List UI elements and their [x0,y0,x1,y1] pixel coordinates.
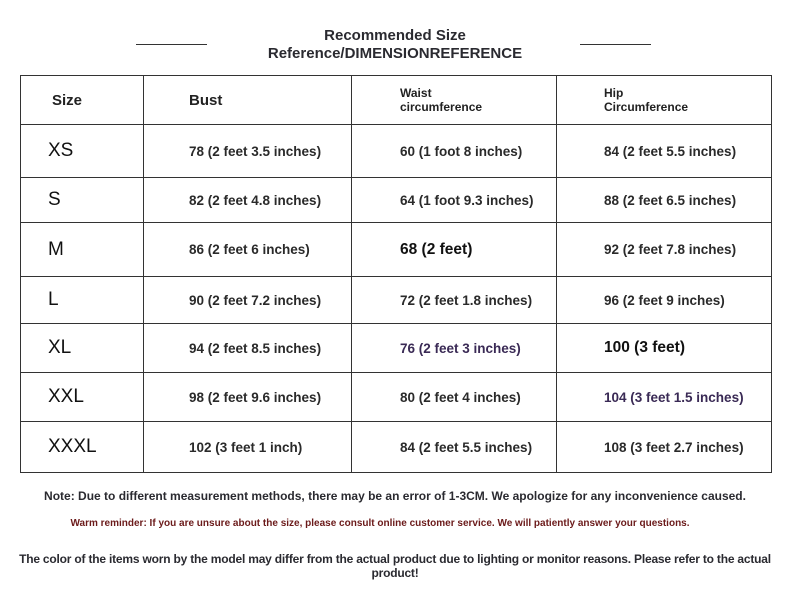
waist-cell: 76 (2 feet 3 inches) [352,324,557,373]
hip-cell: 92 (2 feet 7.8 inches) [557,223,772,277]
bust-cell: 90 (2 feet 7.2 inches) [144,277,352,324]
size-cell: XS [21,125,144,178]
header-waist-line-2: circumference [400,100,483,114]
hip-cell: 100 (3 feet) [557,324,772,373]
waist-cell: 80 (2 feet 4 inches) [352,373,557,422]
title-line-1: Recommended Size [324,27,466,44]
header-hip-line-1: Hip [604,86,624,100]
header-waist [352,76,557,125]
hip-cell: 104 (3 feet 1.5 inches) [557,373,772,422]
table-row [21,178,772,223]
waist-cell: 60 (1 foot 8 inches) [352,125,557,178]
bust-cell: 82 (2 feet 4.8 inches) [144,178,352,223]
measurement-note: Note: Due to different measurement methods, there may be an error of 1-3CM. We apologize for any inconvenience caused. [44,489,746,503]
header-size: Size [21,76,144,125]
bust-cell: 86 (2 feet 6 inches) [144,223,352,277]
size-cell: XXXL [21,422,144,473]
hip-cell: 96 (2 feet 9 inches) [557,277,772,324]
header-waist-line-1: Waist [400,86,432,100]
size-cell: S [21,178,144,223]
hip-cell: 108 (3 feet 2.7 inches) [557,422,772,473]
bust-cell: 94 (2 feet 8.5 inches) [144,324,352,373]
table-row [21,324,772,373]
size-cell: XXL [21,373,144,422]
page-title [0,27,790,63]
size-cell: XL [21,324,144,373]
hip-cell: 84 (2 feet 5.5 inches) [557,125,772,178]
title-line-2: Reference/DIMENSIONREFERENCE [267,45,523,62]
waist-cell: 72 (2 feet 1.8 inches) [352,277,557,324]
header-hip-line-2: Circumference [604,100,689,114]
waist-cell: 64 (1 foot 9.3 inches) [352,178,557,223]
size-cell: L [21,277,144,324]
color-disclaimer: The color of the items worn by the model may differ from the actual product due to lighting or monitor reasons. Please refer to the actual product! [19,552,771,580]
size-cell: M [21,223,144,277]
table-row [21,422,772,473]
title-divider-left [136,44,207,45]
warm-reminder: Warm reminder: If you are unsure about the size, please consult online customer service. We will patiently answer your questions. [70,518,690,529]
hip-cell: 88 (2 feet 6.5 inches) [557,178,772,223]
header-bust: Bust [144,76,352,125]
bust-cell: 102 (3 feet 1 inch) [144,422,352,473]
table-row [21,277,772,324]
table-row [21,125,772,178]
bust-cell: 98 (2 feet 9.6 inches) [144,373,352,422]
table-row [21,373,772,422]
bust-cell: 78 (2 feet 3.5 inches) [144,125,352,178]
table-header-row [21,76,772,125]
size-chart-table [20,75,772,473]
table-row [21,223,772,277]
waist-cell: 68 (2 feet) [352,223,557,277]
title-divider-right [580,44,651,45]
waist-cell: 84 (2 feet 5.5 inches) [352,422,557,473]
header-hip [557,76,772,125]
